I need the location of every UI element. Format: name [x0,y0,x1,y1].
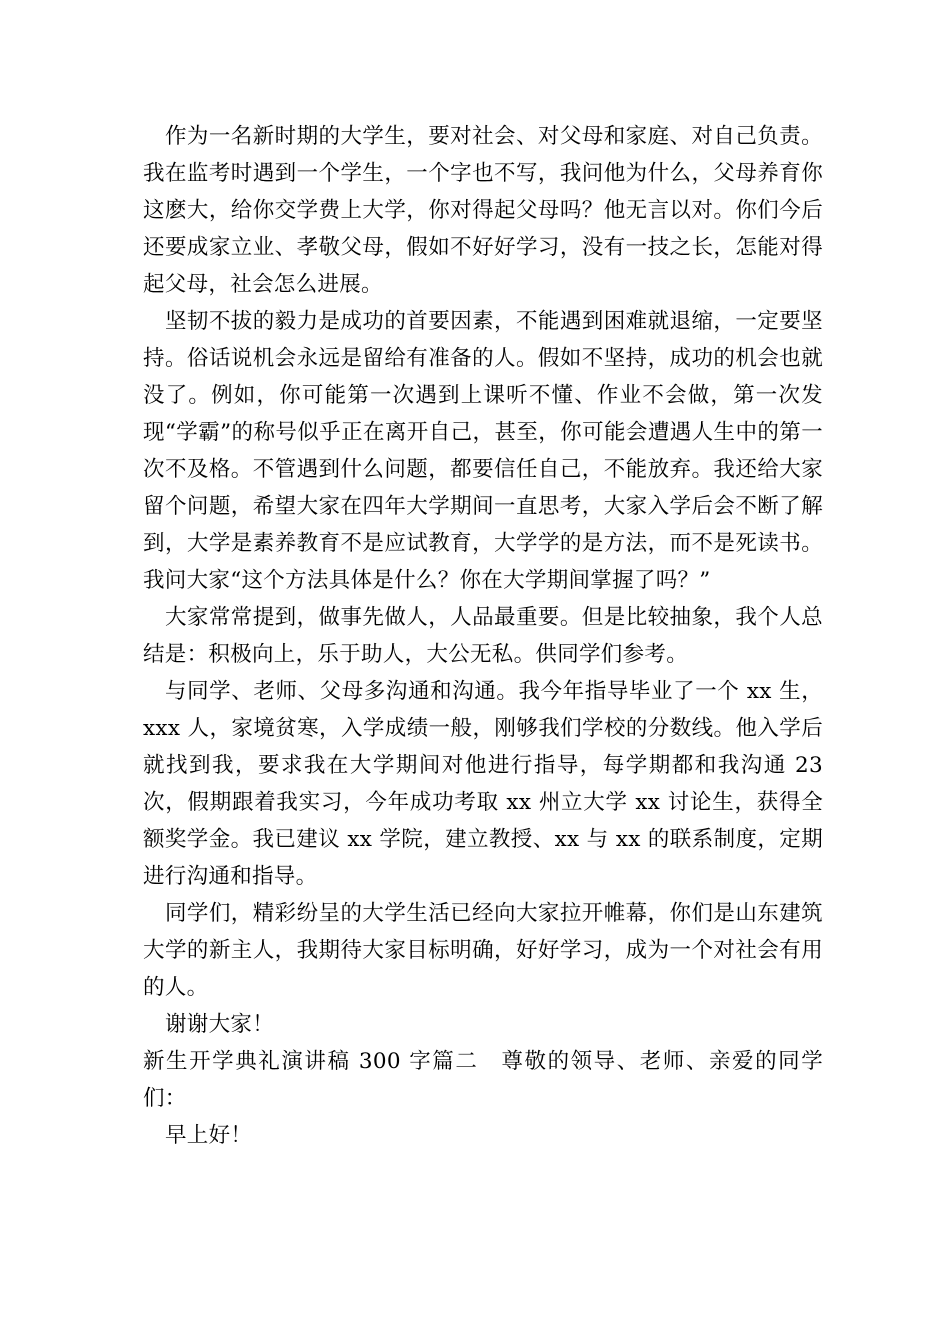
paragraph-responsibility: 作为一名新时期的大学生，要对社会、对父母和家庭、对自己负责。我在监考时遇到一个学生，一个字也不写，我问他为什么，父母养育你这麽大，给你交学费上大学，你对得起父母吗？他无言以对。你们今后还要成家立业、孝敬父母，假如不好好学习，没有一技之长，怎能对得起父母，社会怎么进展。 [143,124,823,297]
paragraph-character: 大家常常提到，做事先做人，人品最重要。但是比较抽象，我个人总结是：积极向上，乐于助人，大公无私。供同学们参考。 [143,605,823,667]
paragraph-perseverance: 坚韧不拔的毅力是成功的首要因素，不能遇到困难就退缩，一定要坚持。俗话说机会永远是留给有准备的人。假如不坚持，成功的机会也就没了。例如，你可能第一次遇到上课听不懂、作业不会做，第一次发现“学霸”的称号似乎正在离开自己，甚至，你可能会遭遇人生中的第一次不及格。不管遇到什么问题，都要信任自己，不能放弃。我还给大家留个问题，希望大家在四年大学期间一直思考，大家入学后会不断了解到，大学是素养教育不是应试教育，大学学的是方法，而不是死读书。我问大家“这个方法具体是什么？你在大学期间掌握了吗？” [143,309,823,593]
document-body [143,118,823,1154]
paragraph-closing: 同学们，精彩纷呈的大学生活已经向大家拉开帷幕，你们是山东建筑大学的新主人，我期待大家目标明确，好好学习，成为一个对社会有用的人。 [143,901,823,1000]
paragraph-thanks: 谢谢大家！ [165,1012,275,1037]
paragraph-greeting: 早上好！ [165,1123,253,1148]
section-heading-part-two: 新生开学典礼演讲稿 300 字篇二 尊敬的领导、老师、亲爱的同学们： [143,1049,823,1111]
paragraph-communication: 与同学、老师、父母多沟通和沟通。我今年指导毕业了一个 xx 生，xxx 人，家境贫寒，入学成绩一般，刚够我们学校的分数线。他入学后就找到我，要求我在大学期间对他进行指导，每学期都和我沟通 23 次，假期跟着我实习，今年成功考取 xx 州立大学 xx 讨论生，获得全额奖学金。我已建议 xx 学院，建立教授、xx 与 xx 的联系制度，定期进行沟通和指导。 [143,679,823,889]
